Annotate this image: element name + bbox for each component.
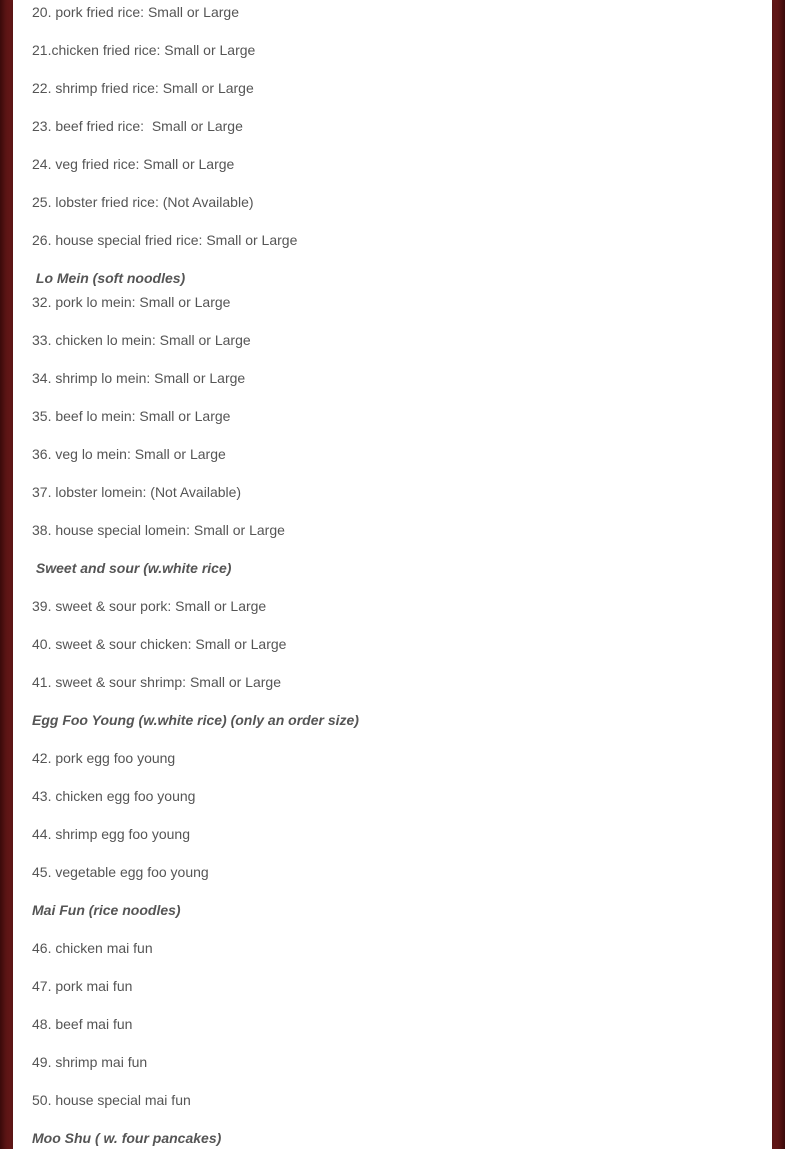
menu-item: 46. chicken mai fun bbox=[32, 940, 153, 956]
menu-item: 21.chicken fried rice: Small or Large bbox=[32, 42, 256, 58]
menu-item: 26. house special fried rice: Small or Large bbox=[32, 232, 298, 248]
section-heading-sweet-and-sour: Sweet and sour (w.white rice) bbox=[32, 560, 232, 576]
menu-item: 48. beef mai fun bbox=[32, 1016, 133, 1032]
menu-item: 43. chicken egg foo young bbox=[32, 788, 196, 804]
menu-item: 34. shrimp lo mein: Small or Large bbox=[32, 370, 246, 386]
menu-item: 50. house special mai fun bbox=[32, 1092, 191, 1108]
menu-item: 37. lobster lomein: (Not Available) bbox=[32, 484, 242, 500]
menu-item: 22. shrimp fried rice: Small or Large bbox=[32, 80, 254, 96]
menu-item: 33. chicken lo mein: Small or Large bbox=[32, 332, 251, 348]
menu-item: 25. lobster fried rice: (Not Available) bbox=[32, 194, 254, 210]
menu-item: 45. vegetable egg foo young bbox=[32, 864, 209, 880]
menu-item: 36. veg lo mein: Small or Large bbox=[32, 446, 226, 462]
menu-item: 24. veg fried rice: Small or Large bbox=[32, 156, 235, 172]
menu-item: 35. beef lo mein: Small or Large bbox=[32, 408, 231, 424]
section-heading-moo-shu: Moo Shu ( w. four pancakes) bbox=[32, 1130, 222, 1146]
menu-item: 32. pork lo mein: Small or Large bbox=[32, 294, 231, 310]
menu-page bbox=[13, 0, 772, 1149]
menu-item: 42. pork egg foo young bbox=[32, 750, 176, 766]
menu-item: 38. house special lomein: Small or Large bbox=[32, 522, 285, 538]
section-heading-lo-mein: Lo Mein (soft noodles) bbox=[32, 270, 186, 286]
menu-item: 40. sweet & sour chicken: Small or Large bbox=[32, 636, 287, 652]
menu-item: 47. pork mai fun bbox=[32, 978, 133, 994]
menu-item: 41. sweet & sour shrimp: Small or Large bbox=[32, 674, 281, 690]
menu-item: 20. pork fried rice: Small or Large bbox=[32, 4, 239, 20]
menu-item: 23. beef fried rice: Small or Large bbox=[32, 118, 243, 134]
section-heading-egg-foo-young: Egg Foo Young (w.white rice) (only an order size) bbox=[32, 712, 359, 728]
menu-item: 49. shrimp mai fun bbox=[32, 1054, 148, 1070]
menu-item: 44. shrimp egg foo young bbox=[32, 826, 190, 842]
section-heading-mai-fun: Mai Fun (rice noodles) bbox=[32, 902, 181, 918]
menu-item: 39. sweet & sour pork: Small or Large bbox=[32, 598, 267, 614]
